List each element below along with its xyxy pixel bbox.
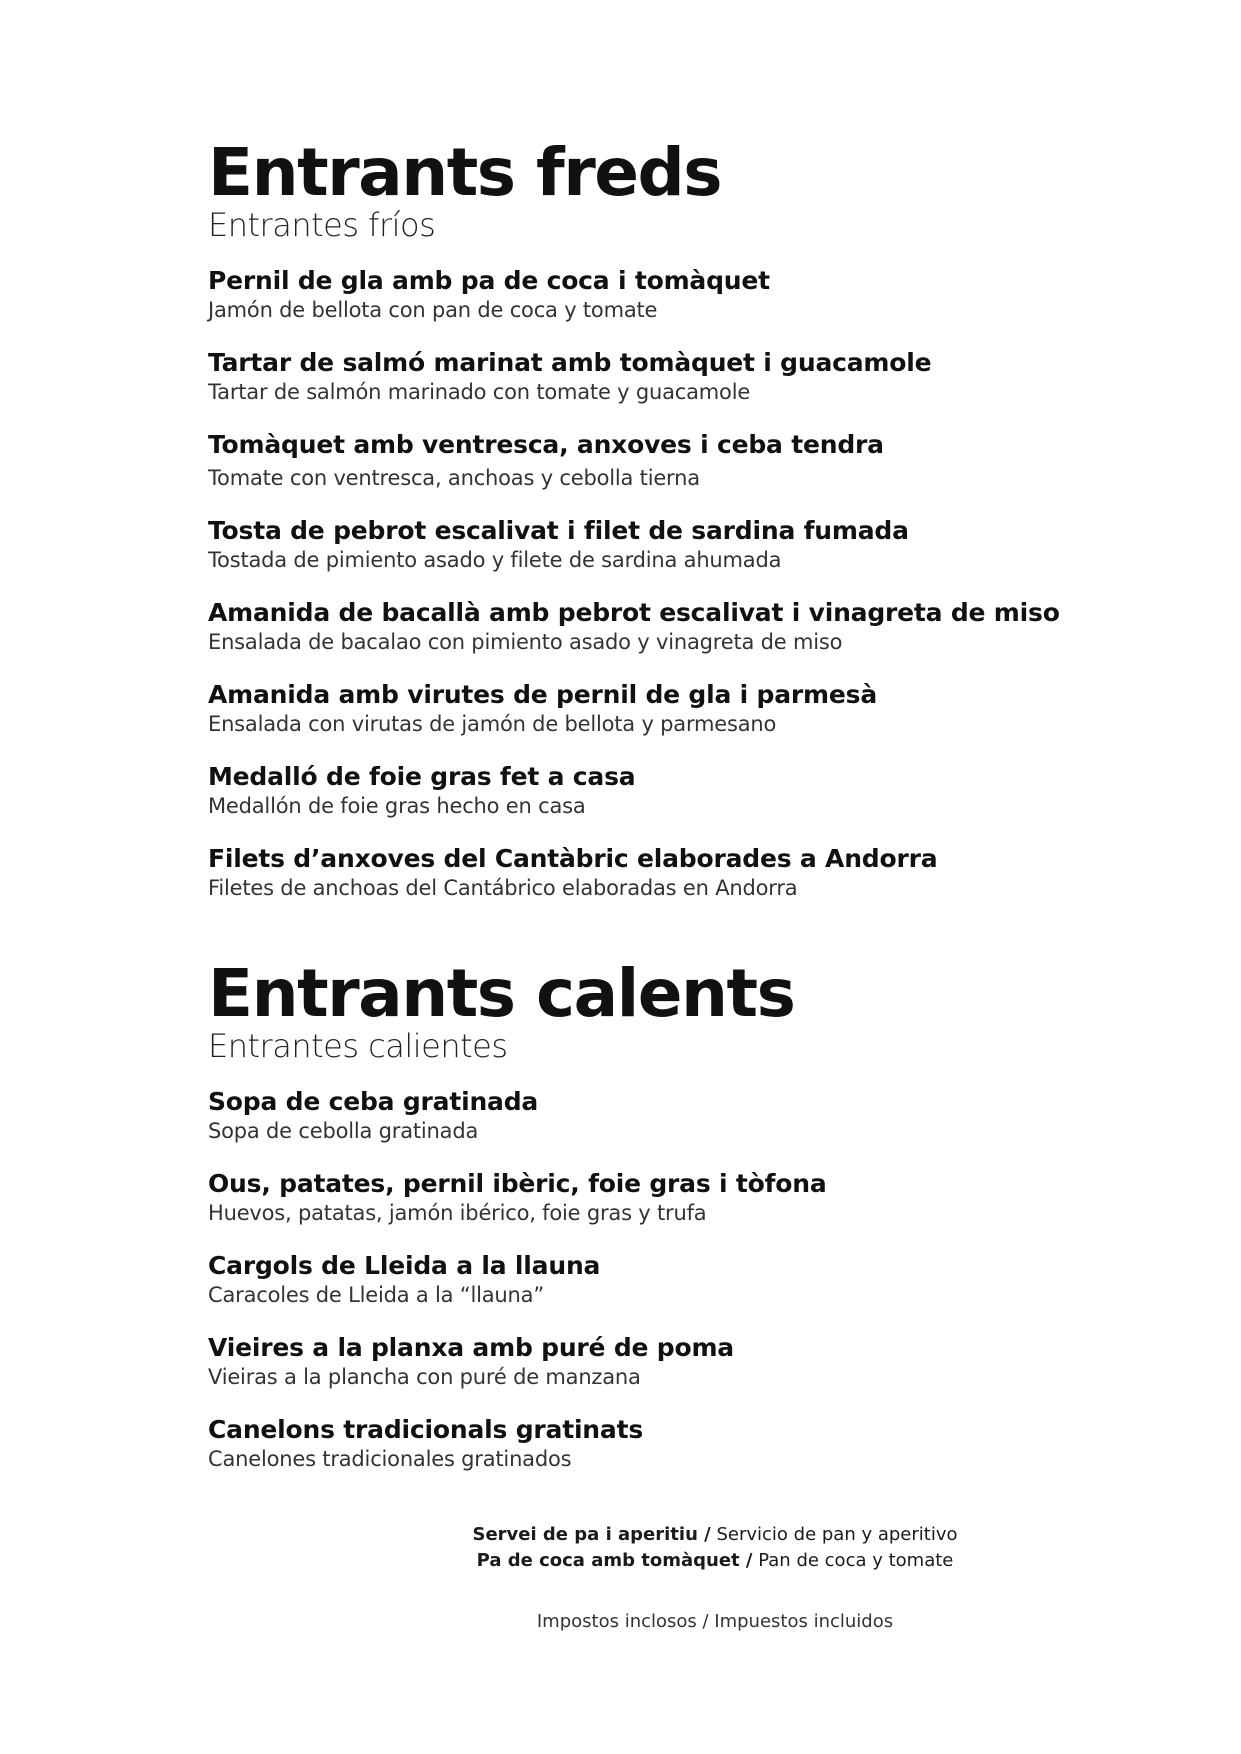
- section-cold-starters: [208, 134, 1128, 926]
- dish-name-catalan: Amanida de bacallà amb pebrot escalivat i vinagreta de miso: [208, 598, 1060, 627]
- section-title: Entrants calents: [208, 955, 795, 1032]
- menu-item: [208, 1087, 1128, 1145]
- service-line-1-catalan: Servei de pa i aperitiu /: [472, 1524, 711, 1545]
- dish-name-catalan: Tosta de pebrot escalivat i filet de sardina fumada: [208, 516, 909, 545]
- section-subtitle: Entrantes calientes: [208, 1027, 508, 1065]
- menu-item: [208, 1251, 1128, 1309]
- dish-name-spanish: Caracoles de Lleida a la “llauna”: [208, 1283, 544, 1307]
- dish-name-catalan: Ous, patates, pernil ibèric, foie gras i tòfona: [208, 1169, 827, 1198]
- section-hot-starters: [208, 955, 1128, 1497]
- service-line-1-spanish: Servicio de pan y aperitivo: [716, 1524, 958, 1545]
- menu-item: [208, 844, 1128, 902]
- service-line-2-catalan: Pa de coca amb tomàquet /: [476, 1550, 753, 1571]
- dish-name-spanish: Tartar de salmón marinado con tomate y guacamole: [208, 380, 751, 404]
- section-subtitle: Entrantes fríos: [208, 206, 436, 244]
- dish-name-spanish: Huevos, patatas, jamón ibérico, foie gras y trufa: [208, 1201, 707, 1225]
- menu-item: [208, 516, 1128, 574]
- dish-name-catalan: Medalló de foie gras fet a casa: [208, 762, 636, 791]
- section-title: Entrants freds: [208, 134, 722, 211]
- menu-item: [208, 680, 1128, 738]
- menu-item: [208, 1169, 1128, 1227]
- menu-item: [208, 266, 1128, 324]
- dish-name-catalan: Tomàquet amb ventresca, anxoves i ceba tendra: [208, 430, 884, 459]
- dish-name-spanish: Vieiras a la plancha con puré de manzana: [208, 1365, 641, 1389]
- dish-name-catalan: Cargols de Lleida a la llauna: [208, 1251, 601, 1280]
- dish-name-catalan: Pernil de gla amb pa de coca i tomàquet: [208, 266, 770, 295]
- dish-name-catalan: Canelons tradicionals gratinats: [208, 1415, 644, 1444]
- dish-name-spanish: Canelones tradicionales gratinados: [208, 1447, 572, 1471]
- service-line-2-spanish: Pan de coca y tomate: [758, 1550, 954, 1571]
- menu-items-list: [208, 266, 1128, 902]
- dish-name-spanish: Sopa de cebolla gratinada: [208, 1119, 479, 1143]
- dish-name-catalan: Vieires a la planxa amb puré de poma: [208, 1333, 734, 1362]
- menu-item: [208, 1415, 1128, 1473]
- dish-name-catalan: Sopa de ceba gratinada: [208, 1087, 539, 1116]
- dish-name-spanish: Tomate con ventresca, anchoas y cebolla tierna: [208, 466, 700, 490]
- menu-item: [208, 598, 1128, 656]
- menu-item: [208, 762, 1128, 820]
- dish-name-catalan: Amanida amb virutes de pernil de gla i parmesà: [208, 680, 877, 709]
- dish-name-spanish: Jamón de bellota con pan de coca y tomate: [208, 298, 658, 322]
- dish-name-spanish: Medallón de foie gras hecho en casa: [208, 794, 586, 818]
- dish-name-spanish: Ensalada con virutas de jamón de bellota y parmesano: [208, 712, 777, 736]
- dish-name-spanish: Filetes de anchoas del Cantábrico elaboradas en Andorra: [208, 876, 798, 900]
- dish-name-spanish: Ensalada de bacalao con pimiento asado y vinagreta de miso: [208, 630, 843, 654]
- dish-name-catalan: Filets d’anxoves del Cantàbric elaborades a Andorra: [208, 844, 938, 873]
- dish-name-spanish: Tostada de pimiento asado y filete de sardina ahumada: [208, 548, 782, 572]
- taxes-included-note: Impostos inclosos / Impuestos incluidos: [536, 1611, 894, 1632]
- menu-item: [208, 1333, 1128, 1391]
- menu-item: [208, 348, 1128, 406]
- menu-item: [208, 430, 1128, 492]
- bread-service-note: [420, 1522, 1010, 1574]
- service-line-2: [420, 1548, 1010, 1574]
- menu-items-list: [208, 1087, 1128, 1473]
- service-line-1: [420, 1522, 1010, 1548]
- dish-name-catalan: Tartar de salmó marinat amb tomàquet i guacamole: [208, 348, 932, 377]
